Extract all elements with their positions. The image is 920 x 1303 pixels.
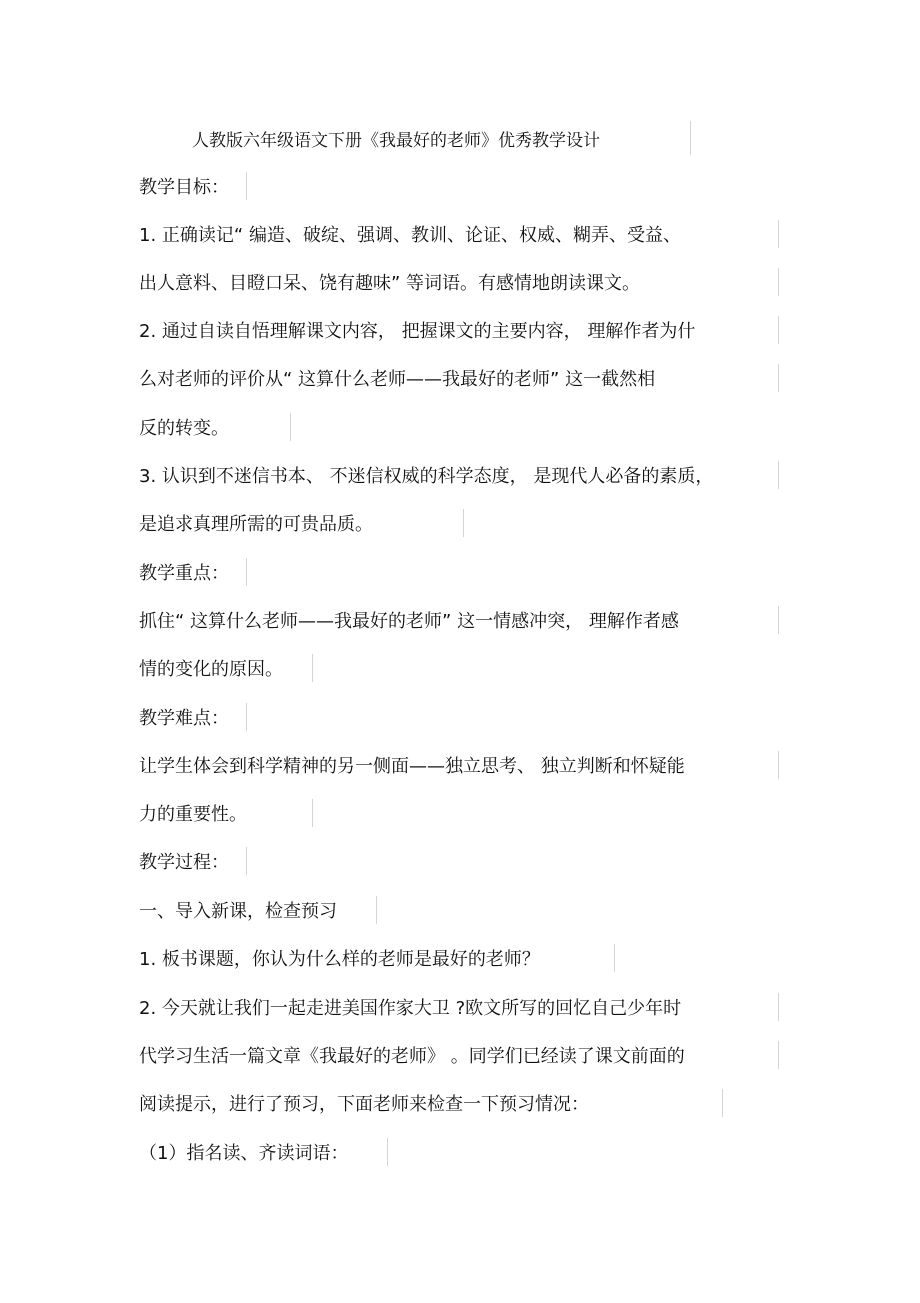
section-heading: 教学难点： — [139, 708, 229, 729]
text-box-edge — [778, 606, 779, 634]
paragraph-line: 代学习生活一篇文章《我最好的老师》 。同学们已经读了课文前面的 — [139, 1046, 685, 1067]
text-box-edge — [246, 703, 247, 731]
text-box-edge — [690, 121, 691, 155]
text-box-edge — [778, 268, 779, 296]
paragraph-line: 让学生体会到科学精神的另一侧面——独立思考、 独立判断和怀疑能 — [139, 756, 685, 777]
text-box-edge — [312, 799, 313, 827]
paragraph-line: 是追求真理所需的可贵品质。 — [139, 514, 373, 535]
text-box-edge — [614, 944, 615, 972]
paragraph-line: 抓住“ 这算什么老师——我最好的老师” 这一情感冲突， 理解作者感 — [139, 611, 679, 632]
text-box-edge — [463, 509, 464, 537]
paragraph-line: 1. 板书课题，你认为什么样的老师是最好的老师？ — [139, 949, 540, 970]
paragraph-line: （1）指名读、齐读词语： — [139, 1143, 349, 1164]
paragraph-line: 阅读提示，进行了预习，下面老师来检查一下预习情况： — [139, 1094, 589, 1115]
paragraph-line: 出人意料、目瞪口呆、饶有趣味” 等词语。有感情地朗读课文。 — [139, 273, 641, 294]
subsection-heading: 一、导入新课，检查预习 — [139, 901, 337, 922]
text-box-edge — [246, 558, 247, 586]
text-box-edge — [290, 413, 291, 441]
paragraph-line: 2. 通过自读自悟理解课文内容， 把握课文的主要内容， 理解作者为什 — [139, 321, 696, 342]
paragraph-line: 2. 今天就让我们一起走进美国作家大卫 ?欧文所写的回忆自己少年时 — [139, 998, 682, 1019]
text-box-edge — [778, 220, 779, 248]
text-box-edge — [376, 896, 377, 924]
text-box-edge — [246, 847, 247, 875]
paragraph-line: 3. 认识到不迷信书本、 不迷信权威的科学态度， 是现代人必备的素质， — [139, 466, 714, 487]
paragraph-line: 反的转变。 — [139, 418, 229, 439]
text-box-edge — [778, 993, 779, 1021]
text-box-edge — [778, 1041, 779, 1069]
paragraph-line: 力的重要性。 — [139, 804, 247, 825]
text-box-edge — [387, 1138, 388, 1166]
text-box-edge — [778, 461, 779, 489]
text-box-edge — [722, 1089, 723, 1117]
section-heading: 教学过程： — [139, 852, 229, 873]
text-box-edge — [778, 364, 779, 392]
text-box-edge — [246, 172, 247, 200]
section-heading: 教学重点： — [139, 563, 229, 584]
paragraph-line: 情的变化的原因。 — [139, 659, 283, 680]
text-box-edge — [778, 751, 779, 779]
section-heading: 教学目标： — [139, 177, 229, 198]
document-title: 人教版六年级语文下册《我最好的老师》优秀教学设计 — [192, 131, 600, 151]
text-box-edge — [778, 316, 779, 344]
paragraph-line: 么对老师的评价从“ 这算什么老师——我最好的老师” 这一截然相 — [139, 369, 656, 390]
text-box-edge — [312, 654, 313, 682]
paragraph-line: 1. 正确读记“ 编造、破绽、强调、教训、论证、权威、糊弄、受益、 — [139, 225, 681, 246]
